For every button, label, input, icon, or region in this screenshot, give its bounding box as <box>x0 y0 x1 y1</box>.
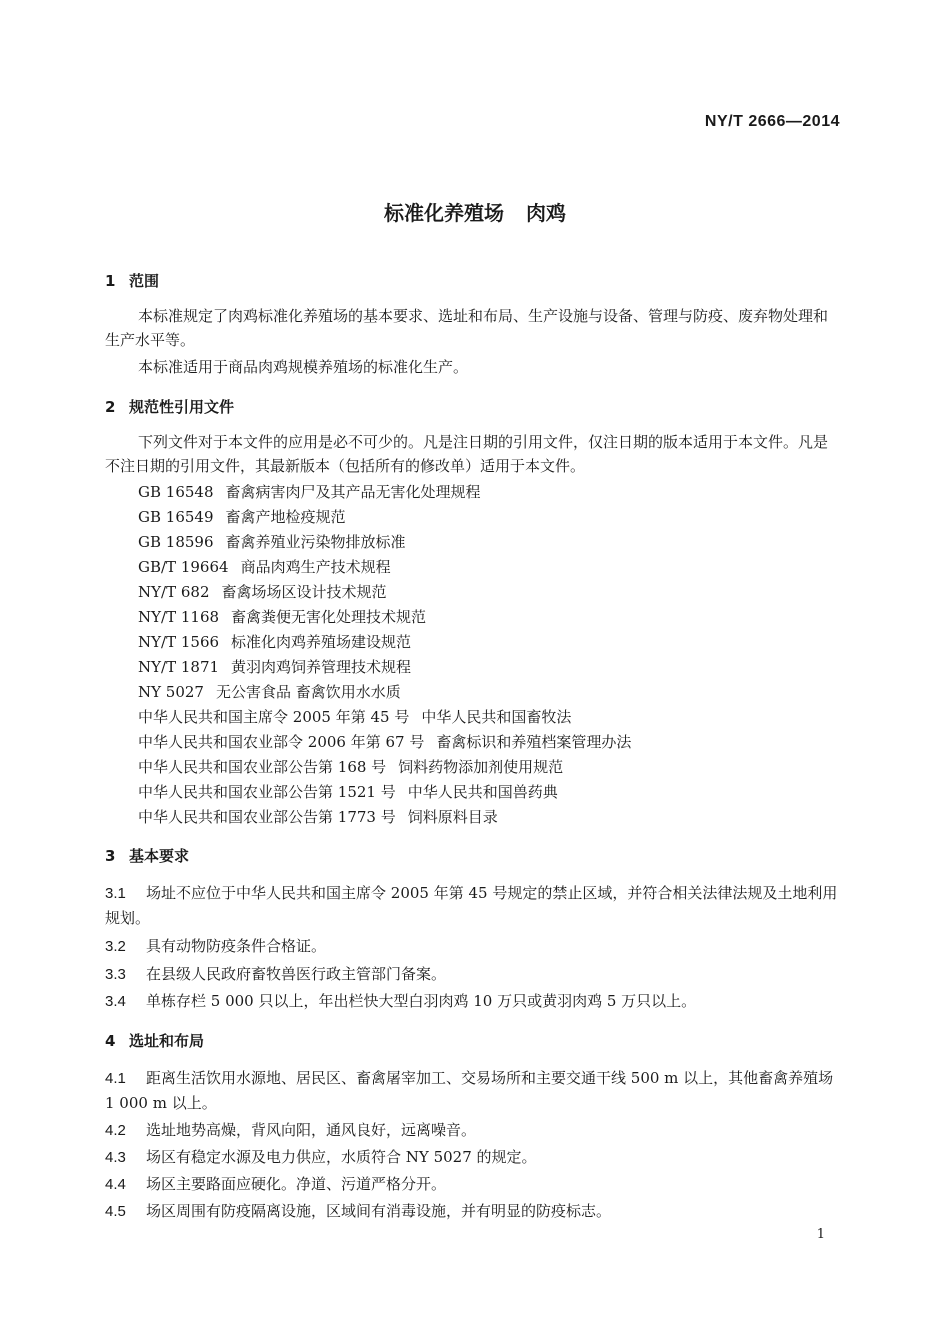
paragraph: 本标准适用于商品肉鸡规模养殖场的标准化生产。 <box>138 358 469 376</box>
reference-item <box>138 555 391 579</box>
clause <box>105 962 841 987</box>
clause-text: 单栋存栏 5 000 只以上，年出栏快大型白羽肉鸡 10 万只或黄羽肉鸡 5 万只以上。 <box>146 992 697 1010</box>
reference-code: NY/T 1168 <box>138 608 220 626</box>
section-number: 2 <box>105 398 116 416</box>
reference-item <box>138 630 411 654</box>
section-3-heading <box>105 845 189 866</box>
section-2-heading <box>105 396 234 417</box>
section-title: 规范性引用文件 <box>129 398 235 416</box>
reference-code: 中华人民共和国农业部公告第 168 号 <box>138 758 387 776</box>
clause-text: 具有动物防疫条件合格证。 <box>146 937 327 955</box>
reference-code: GB/T 19664 <box>138 558 229 576</box>
reference-item <box>138 780 558 804</box>
clause-number: 4.4 <box>105 1176 126 1193</box>
clause <box>105 1066 841 1115</box>
reference-title: 畜禽产地检疫规范 <box>225 508 346 526</box>
reference-item <box>138 605 426 629</box>
reference-code: GB 16548 <box>138 483 214 501</box>
clause-text: 场区主要路面应硬化。净道、污道严格分开。 <box>146 1175 447 1193</box>
clause <box>105 1199 841 1224</box>
clause-number: 4.2 <box>105 1122 126 1139</box>
section-title: 基本要求 <box>129 847 190 865</box>
reference-item <box>138 730 631 754</box>
clause-number: 3.3 <box>105 966 126 983</box>
reference-title: 无公害食品 畜禽饮用水水质 <box>215 683 401 701</box>
section-1-heading <box>105 270 159 291</box>
standard-code: NY/T 2666—2014 <box>704 113 840 130</box>
reference-code: NY 5027 <box>138 683 204 701</box>
clause <box>105 989 841 1014</box>
clause <box>105 1118 841 1143</box>
reference-item <box>138 805 498 829</box>
section-number: 4 <box>105 1032 116 1050</box>
clause <box>105 1172 841 1197</box>
reference-item <box>138 680 401 704</box>
clause-number: 4.5 <box>105 1203 126 1220</box>
reference-item <box>138 530 406 554</box>
reference-item <box>138 480 481 504</box>
clause-text: 场区周围有防疫隔离设施，区域间有消毒设施，并有明显的防疫标志。 <box>146 1202 612 1220</box>
reference-code: 中华人民共和国农业部令 2006 年第 67 号 <box>138 733 425 751</box>
clause-number: 3.2 <box>105 938 126 955</box>
clause-number: 4.1 <box>105 1070 126 1087</box>
section-4-heading <box>105 1030 204 1051</box>
clause <box>105 1145 841 1170</box>
clause-text: 在县级人民政府畜牧兽医行政主管部门备案。 <box>146 965 447 983</box>
reference-title: 黄羽肉鸡饲养管理技术规程 <box>231 658 412 676</box>
reference-item <box>138 655 411 679</box>
reference-item <box>138 755 563 779</box>
reference-title: 畜禽场场区设计技术规范 <box>221 583 387 601</box>
reference-code: GB 16549 <box>138 508 214 526</box>
clause-text: 场址不应位于中华人民共和国主席令 2005 年第 45 号规定的禁止区域，并符合相关法律法规及土地利用规划。 <box>105 884 838 927</box>
reference-title: 饲料原料目录 <box>407 808 498 826</box>
clause-text: 选址地势高燥，背风向阳，通风良好，远离噪音。 <box>146 1121 477 1139</box>
reference-code: GB 18596 <box>138 533 214 551</box>
reference-code: NY/T 682 <box>138 583 210 601</box>
reference-code: 中华人民共和国主席令 2005 年第 45 号 <box>138 708 410 726</box>
reference-code: NY/T 1871 <box>138 658 220 676</box>
reference-title: 畜禽标识和养殖档案管理办法 <box>436 733 632 751</box>
section-title: 范围 <box>129 272 160 290</box>
reference-item <box>138 505 346 529</box>
clause-text: 距离生活饮用水源地、居民区、畜禽屠宰加工、交易场所和主要交通干线 500 m 以上，其他畜禽养殖场 1 000 m 以上。 <box>105 1069 834 1112</box>
document-title <box>0 197 950 226</box>
reference-title: 标准化肉鸡养殖场建设规范 <box>231 633 412 651</box>
title-part-1: 标准化养殖场 <box>384 201 504 225</box>
paragraph: 本标准规定了肉鸡标准化养殖场的基本要求、选址和布局、生产设施与设备、管理与防疫、废弃物处理和生产水平等。 <box>105 307 829 349</box>
reference-title: 中华人民共和国兽药典 <box>407 783 558 801</box>
reference-title: 饲料药物添加剂使用规范 <box>398 758 564 776</box>
clause-number: 3.4 <box>105 993 126 1010</box>
section-title: 选址和布局 <box>129 1032 205 1050</box>
reference-code: 中华人民共和国农业部公告第 1521 号 <box>138 783 396 801</box>
clause <box>105 881 841 930</box>
clause <box>105 934 841 959</box>
reference-title: 中华人民共和国畜牧法 <box>421 708 572 726</box>
section-number: 3 <box>105 847 116 865</box>
paragraph: 下列文件对于本文件的应用是必不可少的。凡是注日期的引用文件，仅注日期的版本适用于本文件。凡是不注日期的引用文件，其最新版本（包括所有的修改单）适用于本文件。 <box>105 433 829 475</box>
page-number: 1 <box>816 1227 825 1242</box>
clause-number: 4.3 <box>105 1149 126 1166</box>
title-part-2: 肉鸡 <box>526 201 566 225</box>
reference-title: 商品肉鸡生产技术规程 <box>240 558 391 576</box>
reference-title: 畜禽养殖业污染物排放标准 <box>225 533 406 551</box>
reference-title: 畜禽粪便无害化处理技术规范 <box>231 608 427 626</box>
section-number: 1 <box>105 272 116 290</box>
reference-title: 畜禽病害肉尸及其产品无害化处理规程 <box>225 483 481 501</box>
reference-item <box>138 580 387 604</box>
reference-item <box>138 705 571 729</box>
reference-code: 中华人民共和国农业部公告第 1773 号 <box>138 808 396 826</box>
clause-number: 3.1 <box>105 885 126 902</box>
clause-text: 场区有稳定水源及电力供应，水质符合 NY 5027 的规定。 <box>146 1148 537 1166</box>
reference-code: NY/T 1566 <box>138 633 220 651</box>
